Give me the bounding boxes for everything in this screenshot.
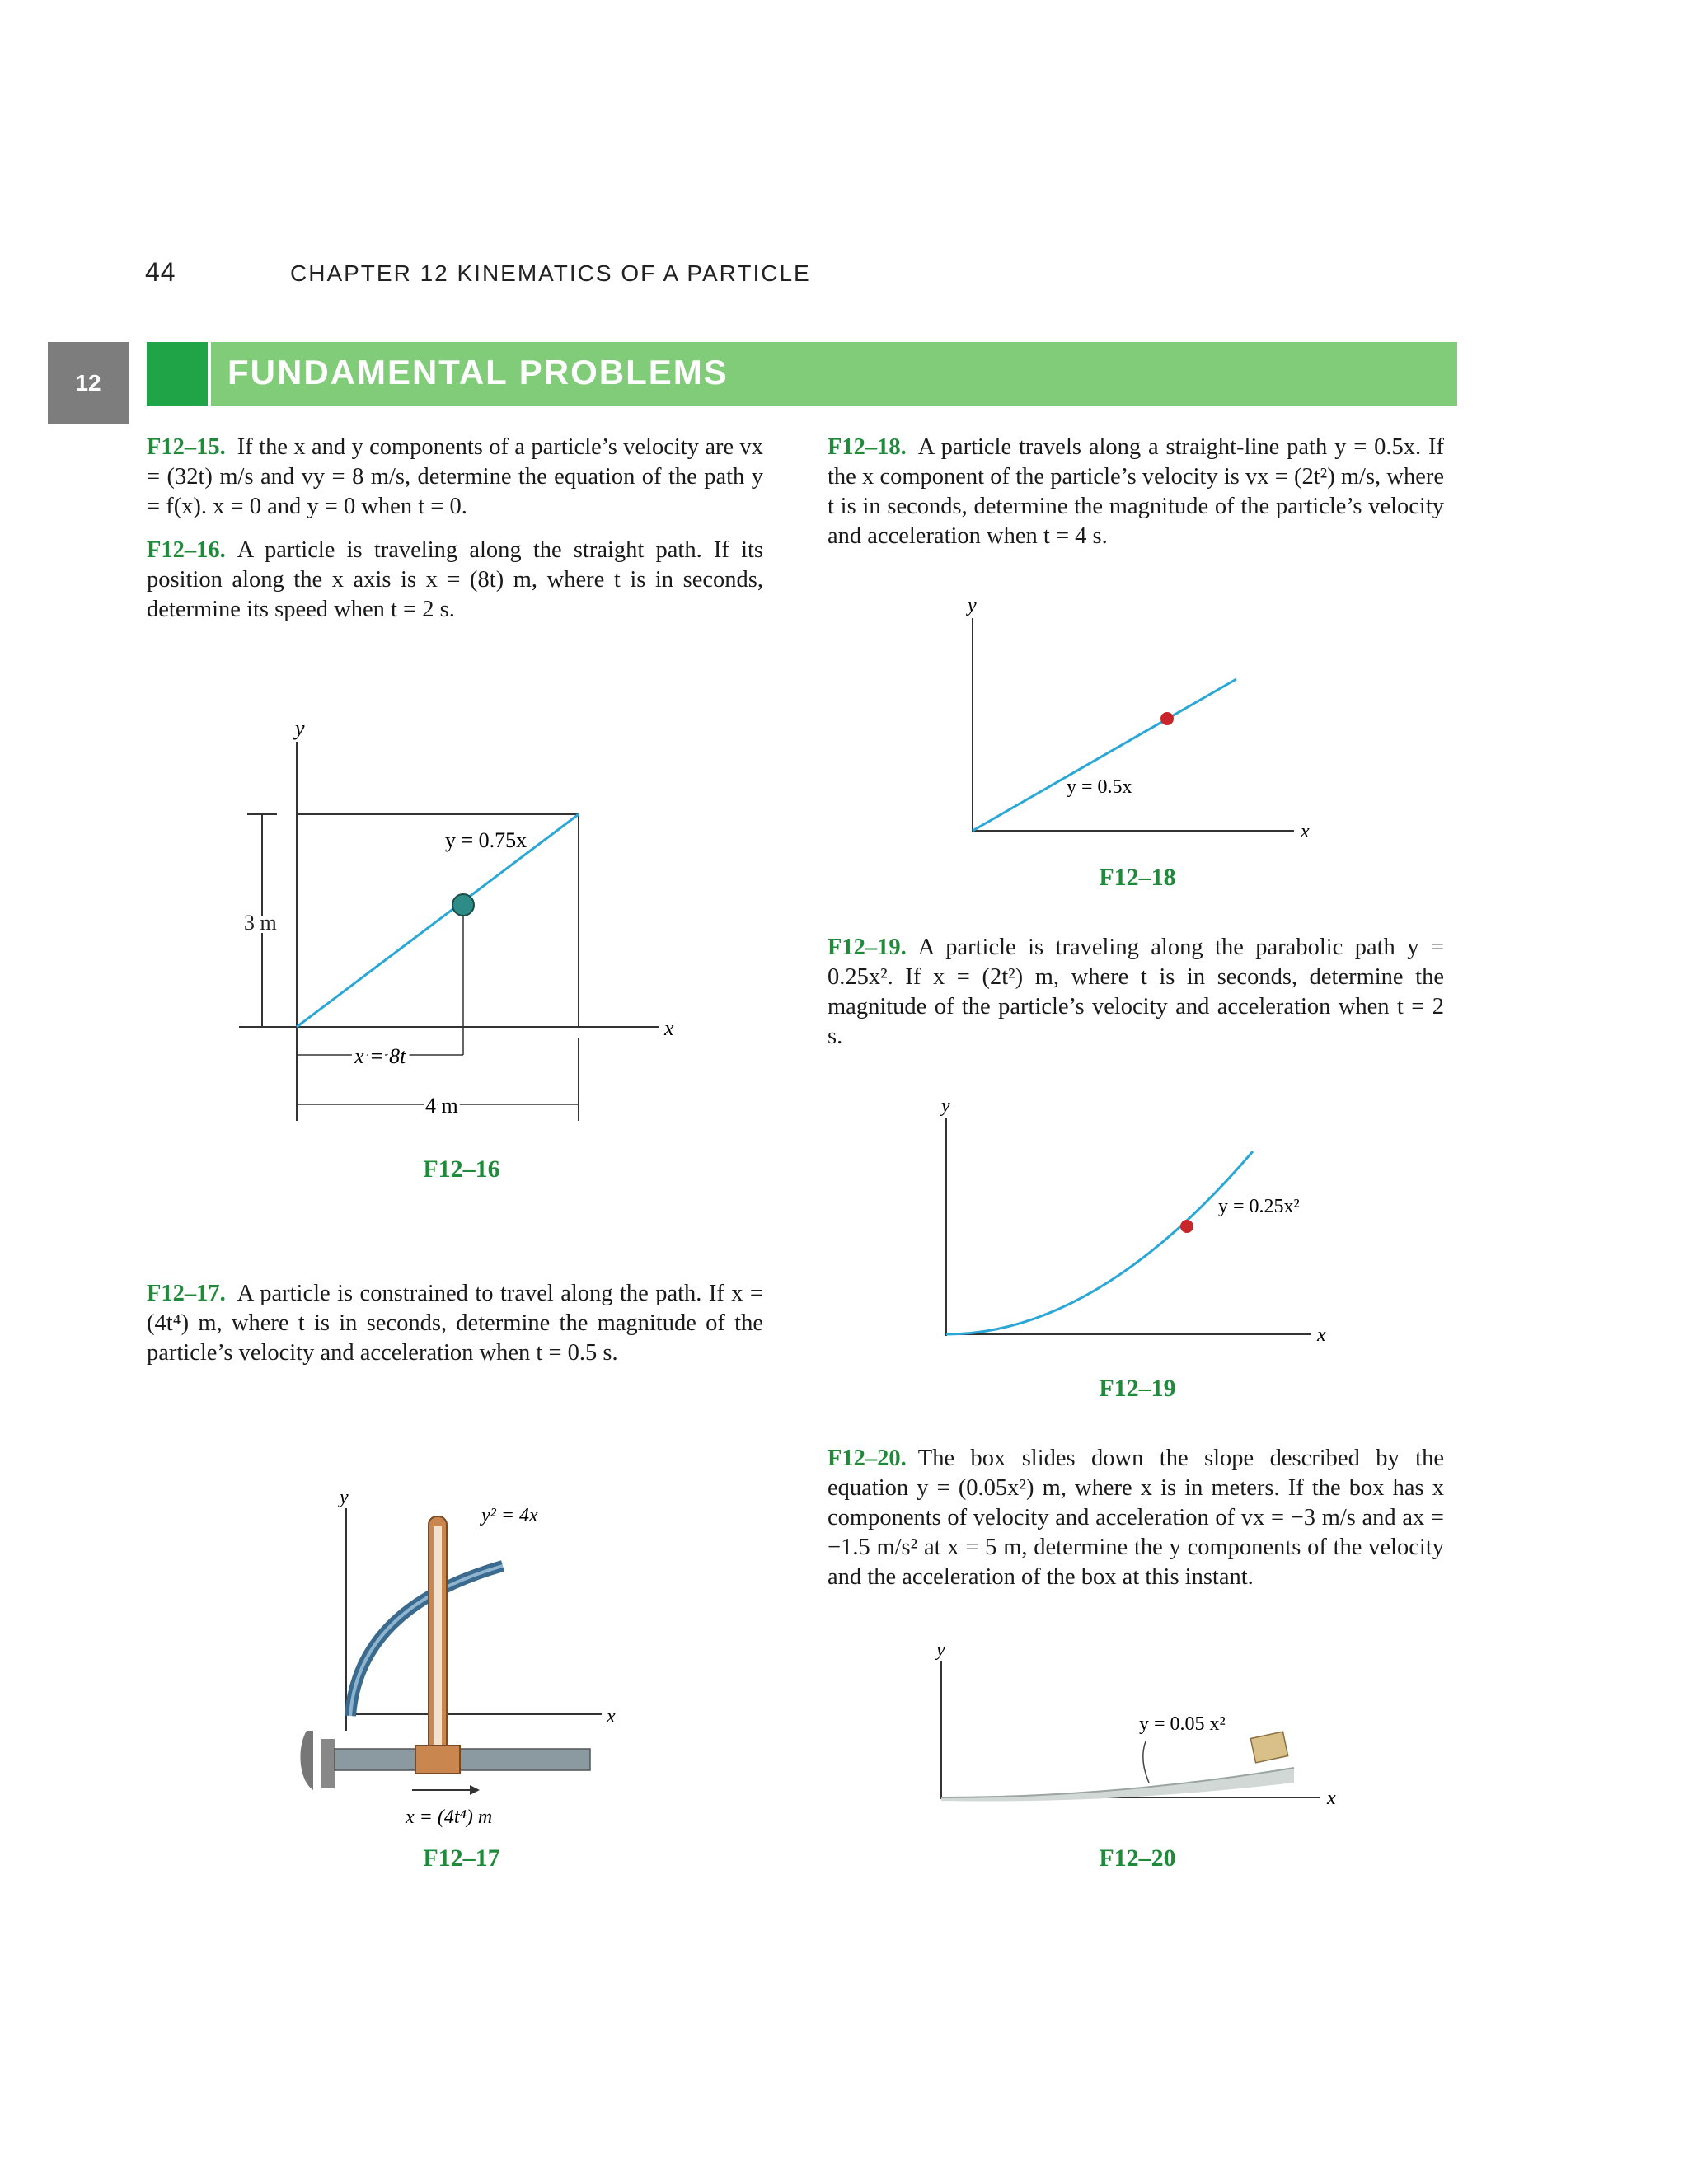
x-axis-label: x (1317, 1324, 1326, 1346)
path-label: y² = 4x (481, 1505, 538, 1526)
x-position-label: x = (4t⁴) m (406, 1807, 493, 1828)
y-axis-label: y (936, 1639, 945, 1661)
problem-id: F12–19. (828, 935, 907, 960)
y-axis-label: y (941, 1095, 950, 1117)
x-axis-label: x (607, 1706, 616, 1727)
problem-text: If the x and y components of a particle’s velocity are vx = (32t) m/s and vy = 8 m/s, determine the equation of the path y = f(x). x = 0 and y = 0 when t = 0. (147, 434, 763, 519)
leader-line (1143, 1741, 1149, 1783)
height-dimension-label: 3 m (244, 911, 277, 935)
banner-divider (208, 342, 211, 406)
link-slot (434, 1526, 442, 1754)
figure-caption-f12-18: F12–18 (1099, 864, 1176, 891)
problem-f12-20 (828, 1444, 1444, 1592)
figure-f12-17 (288, 1483, 635, 1846)
problem-id: F12–20. (828, 1446, 907, 1471)
figure-f12-19 (931, 1092, 1343, 1372)
horizontal-rod (335, 1749, 590, 1770)
problem-text: A particle is constrained to travel along the path. If x = (4t⁴) m, where t is in seconds, determine the magnitude of the particle’s velocity and acceleration when t = 0.5 s. (147, 1281, 763, 1366)
x-axis-label: x (664, 1016, 674, 1040)
figure-f12-16 (223, 709, 701, 1154)
particle (1180, 1220, 1193, 1233)
box (1250, 1732, 1287, 1763)
path-label: y = 0.25x² (1218, 1196, 1300, 1217)
arrowhead (470, 1785, 480, 1795)
collar (415, 1746, 460, 1774)
banner-accent (147, 342, 208, 406)
path-label: y = 0.5x (1067, 776, 1132, 798)
figure-f12-18 (948, 593, 1343, 857)
figure-caption-f12-17: F12–17 (423, 1844, 500, 1872)
figure-f12-20 (931, 1636, 1360, 1834)
width-dimension-label: 4 m (425, 1094, 458, 1118)
straight-path (973, 679, 1236, 831)
problem-id: F12–17. (147, 1281, 226, 1306)
curved-guide-rod (350, 1566, 503, 1716)
problem-f12-17 (147, 1279, 763, 1368)
path-label: y = 0.05 x² (1139, 1713, 1226, 1735)
x-dimension-label: x = 8t (354, 1044, 406, 1068)
figure-caption-f12-20: F12–20 (1099, 1844, 1176, 1872)
problem-f12-18 (828, 433, 1444, 551)
x-axis-label: x (1327, 1788, 1336, 1809)
straight-path (297, 814, 579, 1027)
figure-caption-f12-19: F12–19 (1099, 1375, 1176, 1402)
problem-f12-16 (147, 536, 763, 625)
problem-text: The box slides down the slope described by the equation y = (0.05x²) m, where x is in meters. If the box has x components of velocity and acceleration of vx = −3 m/s and ax = −1.5 m/s² at x = 5 m, determine the y components of the velocity and the acceleration of the box at this instant. (828, 1446, 1444, 1590)
particle (452, 894, 474, 916)
chapter-title: CHAPTER 12 KINEMATICS OF A PARTICLE (290, 260, 811, 286)
page-number: 44 (145, 257, 176, 287)
section-title: FUNDAMENTAL PROBLEMS (227, 353, 729, 391)
y-axis-label: y (340, 1487, 349, 1508)
particle (1160, 712, 1174, 725)
problem-f12-19 (828, 933, 1444, 1052)
x-axis-label: x (1301, 821, 1310, 842)
problem-id: F12–16. (147, 537, 226, 563)
problem-id: F12–18. (828, 434, 907, 460)
path-label: y = 0.75x (445, 828, 528, 852)
problem-id: F12–15. (147, 434, 226, 460)
figure-caption-f12-16: F12–16 (423, 1155, 500, 1183)
wall-mount (300, 1731, 313, 1790)
problem-text: A particle travels along a straight-line path y = 0.5x. If the x component of the particle’s velocity is vx = (2t²) m/s, where t is in seconds, determine the magnitude of the particle’s velocity and acceleration when t = 4 s. (828, 434, 1444, 549)
y-axis-label: y (295, 716, 305, 740)
mount-plate (321, 1739, 335, 1788)
problem-text: A particle is traveling along the parabolic path y = 0.25x². If x = (2t²) m, where t is in seconds, determine the magnitude of the particle’s velocity and acceleration when t = 2 s. (828, 935, 1444, 1049)
parabolic-path (946, 1151, 1253, 1334)
y-axis-label: y (968, 595, 977, 616)
problem-text: A particle is traveling along the straight path. If its position along the x axis is x = (8t) m, where t is in seconds, determine its speed when t = 2 s. (147, 537, 763, 622)
problem-f12-15 (147, 433, 763, 522)
chapter-side-tab: 12 (48, 342, 129, 424)
